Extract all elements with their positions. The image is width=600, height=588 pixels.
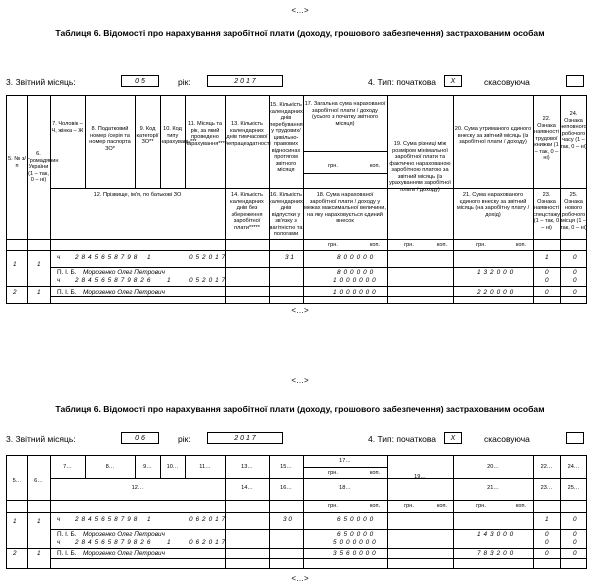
header2-19-kop: коп. xyxy=(436,503,448,509)
row-2-sum-18[interactable]: 1 0 0 0 0 0 0 xyxy=(333,289,377,296)
ellipsis-bottom: <…> xyxy=(291,574,309,583)
row-2-flag-24[interactable]: 0 xyxy=(573,277,577,284)
header2-8: 8… xyxy=(105,464,115,470)
row-1-month-year[interactable]: 0 5 2 0 1 7 xyxy=(189,254,226,261)
header2-6: 6… xyxy=(34,478,43,484)
row-2-sum-21[interactable]: 2 2 0 0 0 0 xyxy=(477,289,514,296)
row-1-flag-23[interactable]: 0 xyxy=(545,269,549,276)
row2-2-flag-25[interactable]: 0 xyxy=(573,550,577,557)
row-1-name-prefix: П. І. Б. xyxy=(57,269,77,276)
row2-1-sum-21[interactable]: 1 4 3 0 0 0 xyxy=(477,531,514,538)
row-1-citizen[interactable]: 1 xyxy=(37,261,41,268)
header-15: 15. Кількість календарних днів перебування у трудових/цивільно-правових відносинах протягом звітного місяця xyxy=(269,102,303,173)
type-cancel-checkbox-2[interactable] xyxy=(566,432,584,444)
header-8: 8. Податковий номер /серія та номер паспорта ЗО* xyxy=(89,126,131,152)
header-23: 23. Ознака наявності спецстажу (1 – так, 0 – ні) xyxy=(533,192,561,231)
header2-24: 24… xyxy=(567,464,580,470)
row2-1-flag-22[interactable]: 1 xyxy=(545,516,549,523)
header-13: 13. Кількість календарних днів тимчасової непрацездатності xyxy=(225,121,271,147)
row2-2-sex[interactable]: ч xyxy=(57,539,61,546)
header2-17: 17… xyxy=(339,458,351,464)
header-17: 17. Загальна сума нарахованої заробітної плати / доходу (усього з початку звітного місяця) xyxy=(304,101,386,127)
header2-19: 19… xyxy=(414,474,426,480)
table-2 xyxy=(6,455,587,569)
row-2-citizen[interactable]: 1 xyxy=(37,289,41,296)
header2-14: 14… xyxy=(241,485,253,491)
row-2-flag-23[interactable]: 0 xyxy=(545,289,549,296)
type-initial-checkbox-2[interactable]: X xyxy=(444,432,462,444)
row2-2-month-year[interactable]: 0 6 2 0 1 7 xyxy=(189,539,226,546)
header-17-grn: грн. xyxy=(328,163,338,169)
row-1-sum-18[interactable]: 8 0 0 0 0 0 xyxy=(337,269,374,276)
header2-23: 23… xyxy=(540,485,553,491)
row-1-num: 1 xyxy=(13,261,17,268)
row-1-flag-22[interactable]: 1 xyxy=(545,254,549,261)
row2-2-sum-17[interactable]: 5 0 0 0 0 0 0 xyxy=(333,539,377,546)
header2-20: 20… xyxy=(487,464,499,470)
row2-2-citizen[interactable]: 1 xyxy=(37,550,41,557)
row-2-sum-17[interactable]: 1 0 0 0 0 0 0 xyxy=(333,277,377,284)
row2-1-flag-24[interactable]: 0 xyxy=(573,516,577,523)
row2-2-flag-22[interactable]: 0 xyxy=(545,539,549,546)
row2-1-sum-17[interactable]: 6 5 0 0 0 0 xyxy=(337,516,374,523)
row2-1-tax-id[interactable]: 2 8 4 5 6 5 8 7 9 8 xyxy=(75,516,138,523)
row2-2-category[interactable]: 1 xyxy=(167,539,171,546)
header2-12: 12… xyxy=(131,485,144,491)
header2-18-kop: коп. xyxy=(369,503,381,509)
header2-18-grn: грн. xyxy=(328,503,338,509)
row-2-name[interactable]: Морозенко Олег Петрович xyxy=(83,289,165,296)
table-1 xyxy=(6,95,587,304)
header2-11: 11… xyxy=(199,464,211,470)
type-initial-checkbox[interactable]: X xyxy=(444,75,462,87)
month-label-2: 3. Звітний місяць: xyxy=(6,434,76,444)
header-17-kop: коп. xyxy=(369,163,381,169)
row-1-days-15[interactable]: 3 1 xyxy=(285,254,294,261)
header-18-kop: коп. xyxy=(369,242,381,248)
header2-15: 15… xyxy=(280,464,292,470)
table-6-title: Таблиця 6. Відомості про нарахування заробітної плати (доходу, грошового забезпечення) застрахованим особам xyxy=(55,28,545,38)
row2-1-name-prefix: П. І. Б. xyxy=(57,531,77,538)
header-21: 21. Сума нарахованого єдиного внеску за звітний місяць (на заробітну плату / дохід) xyxy=(456,192,530,218)
header2-9: 9… xyxy=(143,464,152,470)
header2-21-grn: грн. xyxy=(476,503,486,509)
header2-5: 5… xyxy=(12,478,22,484)
row2-1-category[interactable]: 1 xyxy=(147,516,151,523)
header-22: 22. Ознака наявності трудової книжки (1 – так, 0 – ні) xyxy=(533,116,559,161)
header2-16: 16… xyxy=(280,485,292,491)
header-7: 7. Чоловік – Ч, жінка – Ж xyxy=(51,121,84,134)
type-label: 4. Тип: початкова xyxy=(368,77,437,87)
header2-7: 7… xyxy=(63,464,72,470)
row-2-flag-25[interactable]: 0 xyxy=(573,289,577,296)
row2-1-flag-23[interactable]: 0 xyxy=(545,531,549,538)
row2-1-sum-18[interactable]: 6 5 0 0 0 0 xyxy=(337,531,374,538)
type-label-2: 4. Тип: початкова xyxy=(368,434,437,444)
header2-19-grn: грн. xyxy=(404,503,414,509)
row2-2-tax-id[interactable]: 2 8 4 5 6 5 8 7 9 8 2 6 xyxy=(75,539,151,546)
row2-2-flag-23[interactable]: 0 xyxy=(545,550,549,557)
row-1-category[interactable]: 1 xyxy=(147,254,151,261)
row-2-num: 2 xyxy=(13,289,17,296)
ellipsis-top: <…> xyxy=(291,6,309,15)
header-18-grn: грн. xyxy=(328,242,338,248)
row2-1-flag-25[interactable]: 0 xyxy=(573,531,577,538)
header-25: 25. Ознака нового робочого місця (1 – так, 0 – ні) xyxy=(560,192,587,231)
ellipsis-mid-2: <…> xyxy=(291,376,309,385)
row2-2-name-prefix: П. І. Б. xyxy=(57,550,77,557)
header-19-grn: грн. xyxy=(404,242,414,248)
row-2-month-year[interactable]: 0 5 2 0 1 7 xyxy=(189,277,226,284)
type-cancel-checkbox[interactable] xyxy=(566,75,584,87)
header2-21-kop: коп. xyxy=(515,503,527,509)
header-14: 14. Кількість календарних днів без збереження заробітної плати***** xyxy=(230,192,264,231)
row2-1-citizen[interactable]: 1 xyxy=(37,518,41,525)
month-field-2[interactable]: 0 6 xyxy=(121,432,159,444)
row-1-sum-17[interactable]: 8 0 0 0 0 0 xyxy=(337,254,374,261)
header-9: 9. Код категорії ЗО** xyxy=(136,126,159,145)
header-12: 12. Прізвище, ім'я, по батькові ЗО xyxy=(93,192,182,198)
cancel-label-2: скасовуюча xyxy=(484,434,530,444)
month-label: 3. Звітний місяць: xyxy=(6,77,76,87)
header-10: 10. Код типу нарахувань*** xyxy=(160,126,197,145)
row2-2-sum-18[interactable]: 3 5 6 0 0 0 0 xyxy=(333,550,377,557)
header-11: 11. Місяць та рік, за який проведено нарахування**** xyxy=(185,121,227,147)
header-16: 16. Кількість календарних днів відпустки у зв'язку з вагітністю та пологами xyxy=(269,192,303,237)
header2-17-grn: грн. xyxy=(328,470,338,476)
row2-1-days-15[interactable]: 3 0 xyxy=(283,516,292,523)
table-6-title-2: Таблиця 6. Відомості про нарахування заробітної плати (доходу, грошового забезпечення) застрахованим особам xyxy=(55,404,545,414)
row-1-flag-24[interactable]: 0 xyxy=(573,254,577,261)
header-21-grn: грн. xyxy=(476,242,486,248)
row-2-flag-22[interactable]: 0 xyxy=(545,277,549,284)
header2-10: 10… xyxy=(166,464,179,470)
header2-25: 25… xyxy=(567,485,580,491)
header-5: 5. № з/п xyxy=(8,156,26,169)
row-2-name-prefix: П. І. Б. xyxy=(57,289,77,296)
header2-22: 22… xyxy=(540,464,553,470)
year-label-2: рік: xyxy=(178,434,191,444)
row-1-sex[interactable]: ч xyxy=(57,254,61,261)
year-label: рік: xyxy=(178,77,191,87)
row-2-category[interactable]: 1 xyxy=(167,277,171,284)
year-field[interactable]: 2 0 1 7 xyxy=(207,75,283,87)
row2-2-flag-24[interactable]: 0 xyxy=(573,539,577,546)
row2-1-month-year[interactable]: 0 6 2 0 1 7 xyxy=(189,516,226,523)
row2-2-name[interactable]: Морозенко Олег Петрович xyxy=(83,550,165,557)
header-18: 18. Сума нарахованої заробітної плати / доходу у межах максимальної величини, на яку нараховується єдиний внесок xyxy=(304,192,386,224)
header-6: 6. Громадянин України (1 – так, 0 – ні) xyxy=(27,151,59,183)
row2-1-sex[interactable]: ч xyxy=(57,516,61,523)
header2-17-kop: коп. xyxy=(369,470,381,476)
header2-18: 18… xyxy=(339,485,351,491)
header-19: 19. Сума різниці між розміром мінімальної заробітної плати та фактично нарахованою заробітною платою за звітний місяць (із урахуванням заробітної плати / доходу) xyxy=(389,141,451,193)
header-24: 24. Ознака неповного робочого часу (1 – так, 0 – ні) xyxy=(560,111,587,150)
header2-21: 21… xyxy=(487,485,499,491)
row2-2-num: 2 xyxy=(13,550,17,557)
row-1-tax-id[interactable]: 2 8 4 5 6 5 8 7 9 8 xyxy=(75,254,138,261)
row-2-sex[interactable]: ч xyxy=(57,277,61,284)
cancel-label: скасовуюча xyxy=(484,77,530,87)
header-20: 20. Сума утриманого єдиного внеску за звітний місяць (із заробітної плати / доходу) xyxy=(454,126,532,145)
header-21-kop: коп. xyxy=(515,242,527,248)
month-field[interactable]: 0 5 xyxy=(121,75,159,87)
ellipsis-mid-1: <…> xyxy=(291,306,309,315)
row-1-name[interactable]: Морозенко Олег Петрович xyxy=(83,269,165,276)
row2-2-sum-21[interactable]: 7 8 3 2 0 0 xyxy=(477,550,514,557)
row2-1-name[interactable]: Морозенко Олег Петрович xyxy=(83,531,165,538)
row2-1-num: 1 xyxy=(13,518,17,525)
row-1-sum-21[interactable]: 1 3 2 0 0 0 xyxy=(477,269,514,276)
row-2-tax-id[interactable]: 2 8 4 5 6 5 8 7 9 8 2 6 xyxy=(75,277,151,284)
header2-13: 13… xyxy=(241,464,253,470)
header-19-kop: коп. xyxy=(436,242,448,248)
year-field-2[interactable]: 2 0 1 7 xyxy=(207,432,283,444)
row-1-flag-25[interactable]: 0 xyxy=(573,269,577,276)
